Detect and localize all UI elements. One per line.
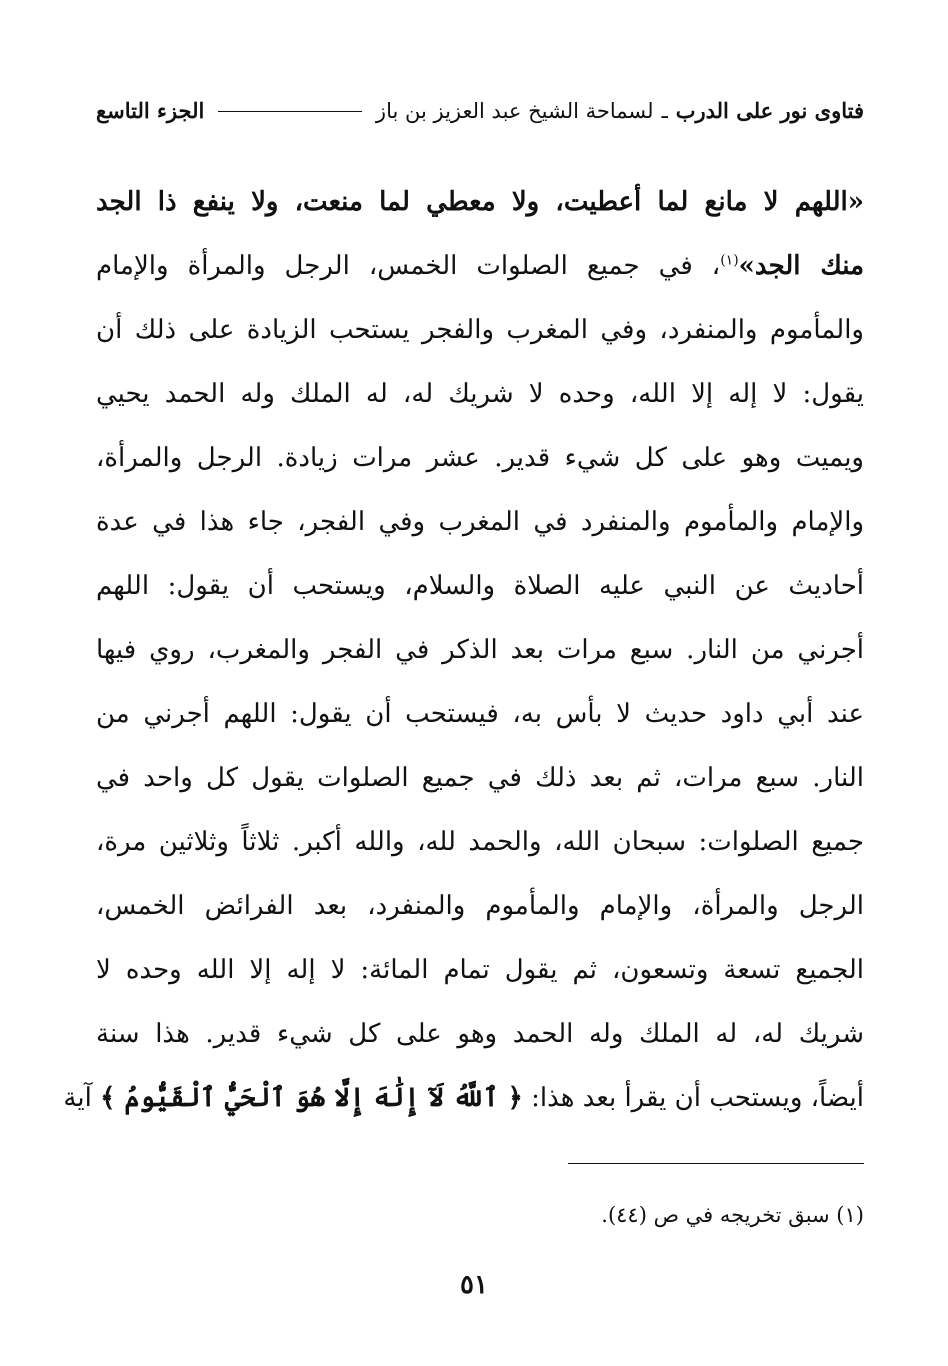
- footnote: (١) سبق تخريجه في ص (٤٤).: [601, 1203, 864, 1227]
- body-line-9: عند أبي داود حديث لا بأس به، فيستحب أن يقول: اللهم أجرني من: [96, 699, 864, 729]
- body-line-2: [96, 234, 864, 298]
- body-line-12: الرجل والمرأة، والإمام والمأموم والمنفرد، بعد الفرائض الخمس،: [96, 891, 864, 921]
- header-dash: ـ: [661, 99, 668, 123]
- book-title: فتاوى نور على الدرب: [675, 98, 864, 123]
- body-line-3: والمأموم والمنفرد، وفي المغرب والفجر يستحب الزيادة على ذلك أن: [96, 315, 864, 345]
- body-line-1: «اللهم لا مانع لما أعطيت، ولا معطي لما منعت، ولا ينفع ذا الجد: [96, 187, 864, 217]
- body-line-13: الجميع تسعة وتسعون، ثم يقول تمام المائة: لا إله إلا الله وحده لا: [96, 955, 864, 985]
- body-line-4: يقول: لا إله إلا الله، وحده لا شريك له، له الملك وله الحمد يحيي: [96, 379, 864, 409]
- body-text: [63, 170, 865, 1130]
- volume-label: الجزء التاسع: [96, 98, 205, 123]
- body-line-6: والإمام والمأموم والمنفرد في المغرب وفي الفجر، جاء هذا في عدة: [96, 507, 864, 537]
- body-line-2-rest: ، في جميع الصلوات الخمس، الرجل والمرأة والإمام: [96, 251, 721, 281]
- running-header: [96, 96, 864, 126]
- page-number: ٥١: [460, 1270, 488, 1300]
- body-line-10: النار. سبع مرات، ثم بعد ذلك في جميع الصلوات يقول كل واحد في: [96, 763, 864, 793]
- body-line-7: أحاديث عن النبي عليه الصلاة والسلام، ويستحب أن يقول: اللهم: [96, 571, 864, 601]
- body-line-15-end: آية: [63, 1083, 92, 1113]
- body-line-8: أجرني من النار. سبع مرات بعد الذكر في الفجر والمغرب، روي فيها: [96, 635, 864, 665]
- body-line-14: شريك له، له الملك وله الحمد وهو على كل شيء قدير. هذا سنة: [96, 1019, 864, 1049]
- quran-verse: ﴿ ٱللَّهُ لَآ إِلَٰهَ إِلَّا هُوَ ٱلْحَيُّ ٱلْقَيُّومُ ﴾: [100, 1083, 523, 1113]
- body-line-15-start: أيضاً، ويستحب أن يقرأ بعد هذا:: [531, 1083, 864, 1113]
- footnote-separator: [568, 1163, 864, 1164]
- body-line-15: [63, 1066, 864, 1130]
- body-line-5: ويميت وهو على كل شيء قدير. عشر مرات زيادة. الرجل والمرأة،: [96, 443, 864, 473]
- body-line-11: جميع الصلوات: سبحان الله، والحمد لله، والله أكبر. ثلاثاً وثلاثين مرة،: [96, 827, 864, 857]
- footnote-ref: (١): [720, 252, 739, 269]
- hadith-end: منك الجد»: [738, 251, 865, 281]
- header-rule: [218, 111, 362, 112]
- header-author: لسماحة الشيخ عبد العزيز بن باز: [375, 99, 654, 123]
